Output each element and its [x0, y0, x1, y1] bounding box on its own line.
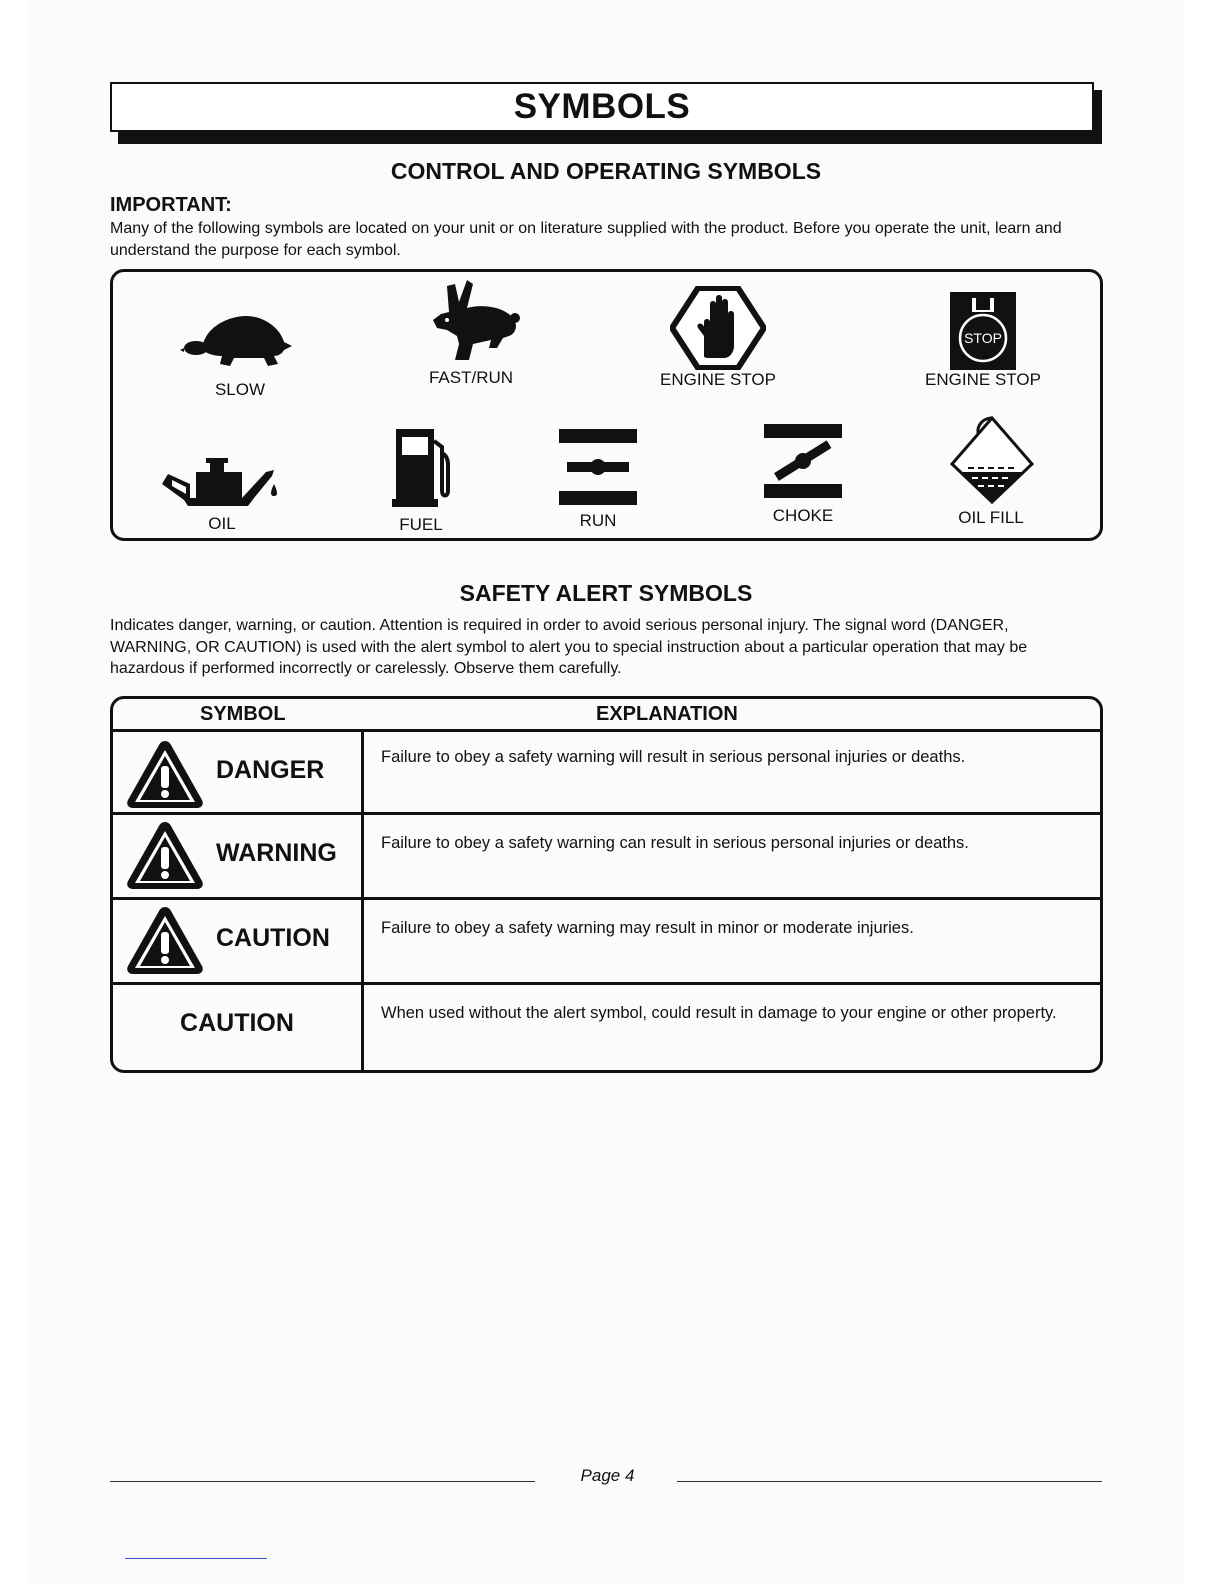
control-symbols-heading: CONTROL AND OPERATING SYMBOLS: [390, 158, 822, 184]
stop-icon-text: STOP: [964, 330, 1002, 346]
symbol-oil: [132, 454, 312, 534]
rabbit-icon: [411, 278, 531, 368]
symbol-fuel: [331, 425, 511, 535]
column-header-explanation: EXPLANATION: [596, 703, 738, 725]
footer-rule-right: [677, 1481, 1102, 1482]
page-number: Page 4: [580, 1466, 635, 1485]
signal-word-danger: DANGER: [216, 756, 325, 784]
stop-hand-icon: [670, 286, 766, 370]
link-underline: [125, 1558, 267, 1559]
symbol-engine-stop-hand: [628, 286, 808, 390]
signal-word-caution-plain: CAUTION: [180, 1009, 294, 1037]
run-throttle-icon: [557, 427, 639, 507]
alert-triangle-icon: [125, 819, 205, 891]
signal-word-caution: CAUTION: [216, 924, 330, 952]
symbol-run-label: RUN: [579, 511, 617, 530]
safety-alert-heading: SAFETY ALERT SYMBOLS: [459, 580, 753, 606]
symbol-oil-label: OIL: [208, 514, 236, 533]
symbol-fast-run: [381, 278, 561, 388]
title-banner: [110, 82, 1102, 144]
turtle-icon: [180, 304, 300, 380]
table-row-caution-alert: [113, 900, 1100, 982]
column-header-symbol: SYMBOL: [200, 703, 286, 725]
symbol-engine-stop-hand-label: ENGINE STOP: [660, 370, 776, 389]
engine-stop-icon: [948, 290, 1018, 370]
symbol-fast-run-label: FAST/RUN: [428, 368, 514, 387]
explanation-warning: Failure to obey a safety warning can result in serious personal injuries or deaths.: [381, 834, 969, 852]
explanation-caution: Failure to obey a safety warning may result in minor or moderate injuries.: [381, 919, 914, 937]
explanation-caution-plain: When used without the alert symbol, could result in damage to your engine or other property.: [381, 1004, 1057, 1022]
safety-table: [110, 696, 1103, 1073]
fuel-pump-icon: [386, 425, 456, 511]
safety-alert-text: Indicates danger, warning, or caution. Attention is required in order to avoid serious personal injury. The signal word (DANGER, WARNING, OR CAUTION) is used with the alert symbol to alert you to special instruction about a particular operation that may be hazardous if performed incorrectly or carelessly. Observe them carefully.: [110, 617, 1028, 677]
table-row-caution-plain: [113, 985, 1100, 1070]
choke-icon: [762, 422, 844, 502]
alert-triangle-icon: [125, 904, 205, 976]
alert-triangle-icon: [125, 738, 205, 810]
symbol-choke: [713, 422, 893, 526]
explanation-danger: Failure to obey a safety warning will result in serious personal injuries or deaths.: [381, 748, 966, 766]
symbol-oil-fill: [901, 414, 1081, 528]
oil-can-icon: [160, 454, 284, 510]
symbol-engine-stop-box: [893, 290, 1073, 390]
symbol-slow: [150, 304, 330, 400]
control-symbols-box: [110, 269, 1103, 541]
symbol-engine-stop-box-label: ENGINE STOP: [925, 370, 1041, 389]
symbol-run: [508, 427, 688, 531]
footer-rule-left: [110, 1481, 535, 1482]
symbol-slow-label: SLOW: [214, 380, 266, 399]
symbol-oil-fill-label: OIL FILL: [958, 508, 1024, 527]
oil-fill-icon: [946, 414, 1036, 506]
important-label: IMPORTANT:: [110, 194, 232, 216]
signal-word-warning: WARNING: [216, 839, 337, 867]
important-text: Many of the following symbols are located on your unit or on literature supplied with the product. Before you operate the unit, learn and understand the purpose for each symbol.: [110, 220, 1062, 259]
page-title: SYMBOLS: [110, 82, 1094, 132]
symbol-choke-label: CHOKE: [772, 506, 834, 525]
table-row-danger: [113, 732, 1100, 812]
table-row-warning: [113, 815, 1100, 897]
symbol-fuel-label: FUEL: [399, 515, 443, 534]
